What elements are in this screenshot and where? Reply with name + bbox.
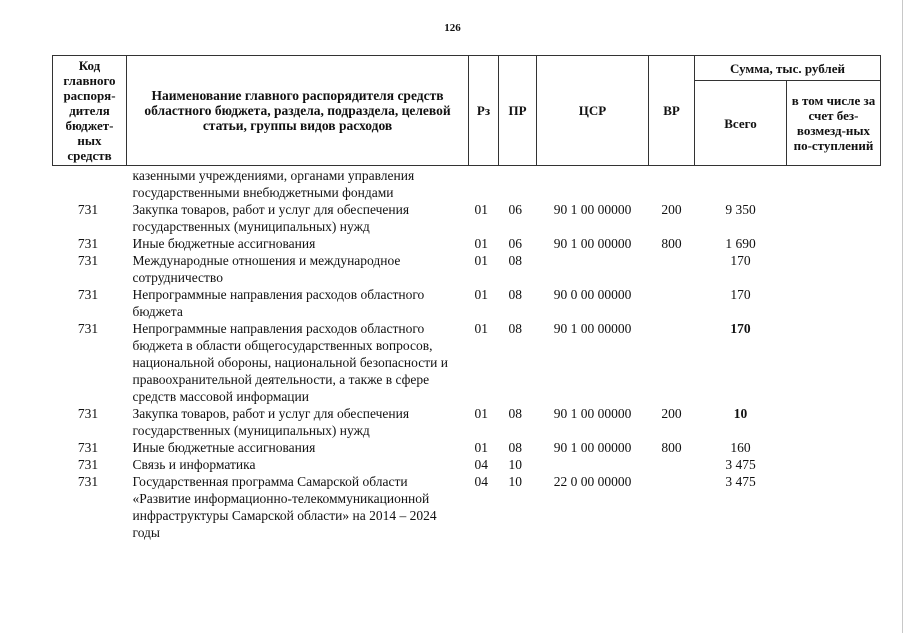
cell-rz: 01 (474, 253, 488, 268)
cell-code: 731 (77, 236, 99, 251)
cell-vr (649, 320, 695, 405)
cell-code: 731 (77, 457, 99, 472)
table-row (53, 201, 881, 235)
cell-free (787, 166, 881, 202)
cell-pr: 08 (508, 253, 522, 268)
cell-pr: 06 (508, 236, 522, 251)
cell-code: 731 (77, 202, 99, 217)
cell-total: 3 475 (725, 457, 756, 472)
cell-name: Закупка товаров, работ и услуг для обеспечения государственных (муниципальных) нужд (132, 202, 410, 234)
header-pr: ПР (499, 56, 537, 166)
page-edge (902, 0, 903, 633)
cell-rz: 04 (474, 474, 488, 489)
cell-name: Иные бюджетные ассигнования (132, 236, 316, 251)
cell-free (787, 252, 881, 286)
cell-pr: 08 (508, 321, 522, 336)
cell-pr: 08 (508, 440, 522, 455)
table-body (53, 166, 881, 542)
cell-total: 9 350 (725, 202, 756, 217)
cell-free (787, 201, 881, 235)
cell-csr: 90 1 00 00000 (553, 202, 632, 217)
header-name: Наименование главного распорядителя средств областного бюджета, раздела, подраздела, целевой статьи, группы видов расходов (127, 56, 469, 166)
cell-pr: 10 (508, 457, 522, 472)
cell-free (787, 320, 881, 405)
table-row (53, 473, 881, 541)
header-sum: Сумма, тыс. рублей (695, 56, 881, 81)
header-rz: Рз (469, 56, 499, 166)
cell-csr (537, 456, 649, 473)
cell-name: Государственная программа Самарской области «Развитие информационно-телекоммуникационной инфраструктуры Самарской области» на 2014 – 2024 годы (132, 474, 437, 540)
cell-csr (537, 166, 649, 202)
budget-table (52, 55, 881, 541)
table-row (53, 456, 881, 473)
cell-vr (649, 473, 695, 541)
cell-free (787, 456, 881, 473)
cell-free (787, 473, 881, 541)
cell-name: казенными учреждениями, органами управления государственными внебюджетными фондами (132, 168, 415, 200)
cell-code: 731 (77, 440, 99, 455)
cell-pr: 08 (508, 406, 522, 421)
table-row (53, 166, 881, 202)
cell-rz: 04 (474, 457, 488, 472)
cell-vr (649, 252, 695, 286)
cell-total: 170 (730, 253, 751, 268)
cell-rz: 01 (474, 287, 488, 302)
cell-rz: 01 (474, 440, 488, 455)
cell-name: Международные отношения и международное сотрудничество (132, 253, 401, 285)
cell-csr: 90 1 00 00000 (553, 406, 632, 421)
cell-rz: 01 (474, 406, 488, 421)
page-number: 126 (444, 22, 461, 34)
cell-vr (649, 456, 695, 473)
cell-total: 1 690 (725, 236, 756, 251)
cell-free (787, 235, 881, 252)
header-free: в том числе за счет без-возмезд-ных по-ступлений (787, 81, 881, 166)
cell-pr: 10 (508, 474, 522, 489)
cell-vr: 800 (661, 440, 682, 455)
cell-name: Связь и информатика (132, 457, 256, 472)
cell-total (695, 166, 787, 202)
cell-total: 3 475 (725, 474, 756, 489)
cell-name: Непрограммные направления расходов областного бюджета в области общегосударственных вопросов, национальной обороны, национальной безопасности и правоохранительной деятельности, а также в сфере средств массовой информации (132, 321, 448, 404)
cell-csr: 22 0 00 00000 (553, 474, 632, 489)
table-row (53, 405, 881, 439)
cell-name: Закупка товаров, работ и услуг для обеспечения государственных (муниципальных) нужд (132, 406, 410, 438)
cell-code (53, 166, 127, 202)
cell-total: 10 (733, 406, 748, 421)
cell-rz: 01 (474, 202, 488, 217)
table-row (53, 286, 881, 320)
cell-code: 731 (77, 406, 99, 421)
table-header (53, 56, 881, 166)
cell-vr: 200 (661, 202, 682, 217)
cell-total: 170 (730, 287, 751, 302)
cell-rz (469, 166, 499, 202)
cell-vr: 800 (661, 236, 682, 251)
cell-code: 731 (77, 474, 99, 489)
table-row (53, 235, 881, 252)
cell-total: 160 (730, 440, 751, 455)
table-row (53, 252, 881, 286)
cell-free (787, 439, 881, 456)
table-row (53, 320, 881, 405)
cell-csr: 90 0 00 00000 (553, 287, 632, 302)
cell-vr: 200 (661, 406, 682, 421)
header-vr: ВР (649, 56, 695, 166)
cell-csr: 90 1 00 00000 (553, 321, 632, 336)
cell-csr: 90 1 00 00000 (553, 236, 632, 251)
cell-csr: 90 1 00 00000 (553, 440, 632, 455)
cell-free (787, 405, 881, 439)
cell-csr (537, 252, 649, 286)
cell-code: 731 (77, 253, 99, 268)
header-csr: ЦСР (537, 56, 649, 166)
cell-code: 731 (77, 321, 99, 336)
cell-rz: 01 (474, 236, 488, 251)
cell-pr: 06 (508, 202, 522, 217)
header-total: Всего (695, 81, 787, 166)
cell-code: 731 (77, 287, 99, 302)
cell-total: 170 (730, 321, 751, 336)
cell-name: Непрограммные направления расходов областного бюджета (132, 287, 425, 319)
cell-rz: 01 (474, 321, 488, 336)
cell-pr: 08 (508, 287, 522, 302)
cell-free (787, 286, 881, 320)
header-code: Код главного распоря-дителя бюджет-ных средств (53, 56, 127, 166)
cell-name: Иные бюджетные ассигнования (132, 440, 316, 455)
cell-vr (649, 286, 695, 320)
cell-pr (499, 166, 537, 202)
table-row (53, 439, 881, 456)
cell-vr (649, 166, 695, 202)
